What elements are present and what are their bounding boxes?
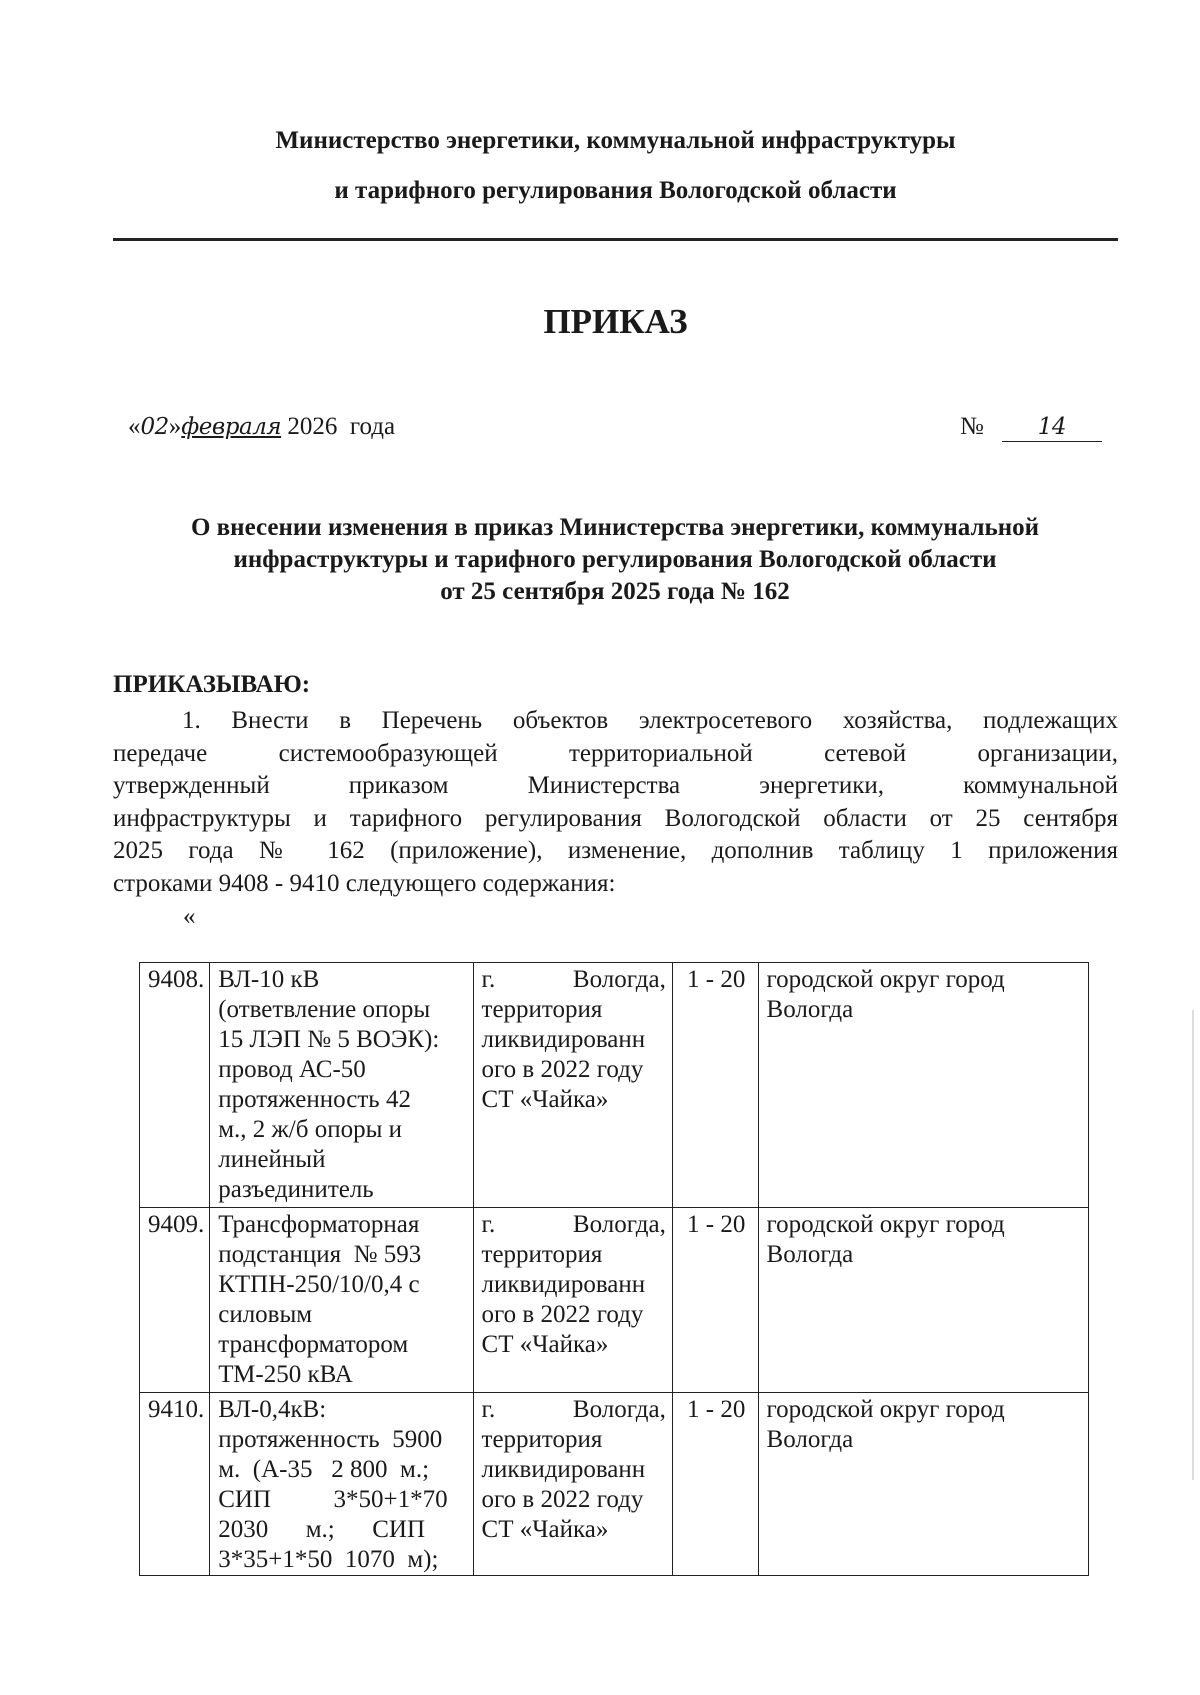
cell-line: разъединитель [218,1176,374,1203]
cell-line: городской округ город [766,1396,1005,1423]
subject-line2: инфраструктуры и тарифного регулирования Вологодской области [233,546,997,573]
cell-line: городской округ город [766,966,1005,993]
cell-line: Трансформаторная [218,1211,420,1238]
cell-line: СИП 3*50+1*70 [218,1486,448,1513]
cell-line: 2030 м.; СИП [218,1516,426,1543]
cell-line: г. Вологда, [481,1211,666,1238]
date-year: 2026 года [287,413,396,440]
row-number: 9409. [140,1208,210,1393]
number-label: № [960,413,984,440]
subject-line3: от 25 сентября 2025 года № 162 [440,578,790,605]
header-divider [113,238,1118,241]
order-paragraph-1 [113,705,1118,900]
number-value-handwritten: 14 [1037,414,1066,440]
municipality [758,1208,1088,1393]
cell-line: ликвидированн [481,1271,646,1298]
cell-line: м., 2 ж/б опоры и [218,1116,403,1143]
cell-line: 15 ЛЭП № 5 ВОЭК): [218,1026,440,1053]
table-row [140,1393,1089,1576]
row-number: 9410. [140,1393,210,1576]
cell-line: ого в 2022 году [481,1056,644,1083]
object-name-text [218,1395,466,1573]
cell-line: ликвидированн [481,1026,646,1053]
objects-table [139,962,1089,1576]
object-name [210,963,473,1208]
paragraph-line: передаче системообразующей территориальной сетевой организации, [113,739,1118,767]
date-day-handwritten: 02 [140,414,169,440]
paragraph-line: строками 9408 - 9410 следующего содержания: [113,869,616,897]
table-row [140,1208,1089,1393]
cell-line: протяженность 42 [218,1086,411,1113]
table-row [140,963,1089,1208]
cell-line: СТ «Чайка» [481,1086,609,1113]
cell-line: Вологда [766,996,854,1023]
date-month-handwritten: февраля [181,414,282,440]
cell-line: Вологда [766,1241,854,1268]
cell-line: территория [481,996,603,1023]
cell-line: г. Вологда, [481,966,666,993]
cell-line: г. Вологда, [481,1396,666,1423]
subject-line1: О внесении изменения в приказ Министерства энергетики, коммунальной [190,514,1040,541]
cell-line: ого в 2022 году [481,1486,644,1513]
ministry-name-line1: Министерство энергетики, коммунальной инфраструктуры [275,127,956,154]
document-title: ПРИКАЗ [543,302,688,341]
paragraph-line: 1. Внести в Перечень объектов электросетевого хозяйства, подлежащих [182,707,1118,734]
cell-line: ВЛ-10 кВ [218,966,320,993]
order-number [960,413,1102,442]
municipality [758,1393,1088,1576]
cell-line: 3*35+1*50 1070 м); [218,1546,439,1573]
cell-line: ТМ-250 кВА [218,1361,353,1388]
cell-line: ого в 2022 году [481,1301,644,1328]
object-name [210,1393,473,1576]
ministry-name-line2: и тарифного регулирования Вологодской области [334,177,897,204]
paragraph-line: утвержденный приказом Министерства энергетики, коммунальной [113,772,1118,799]
cell-line: провод АС-50 [218,1056,366,1083]
cell-line: КТПН-250/10/0,4 с [218,1271,420,1298]
cell-line: линейный [218,1146,326,1173]
row-number: 9408. [140,963,210,1208]
cell-line: городской округ город [766,1211,1005,1238]
cell-line: территория [481,1241,603,1268]
cell-line: ВЛ-0,4кВ: [218,1396,327,1423]
order-date [128,413,395,441]
object-address [473,963,672,1208]
date-close-quote: » [168,413,182,440]
cell-line: (ответвление опоры [218,996,431,1023]
cell-line: Вологда [766,1426,854,1453]
quote-open-mark: « [183,903,196,930]
paragraph-line: 2025 года № 162 (приложение), изменение, дополнив таблицу 1 приложения [113,837,1118,864]
object-address [473,1208,672,1393]
cell-line: м. (А-35 2 800 м.; [218,1456,430,1483]
date-open-quote: « [128,413,141,440]
order-heading: ПРИКАЗЫВАЮ: [113,671,311,698]
cell-line: трансформатором [218,1331,409,1358]
cell-line: территория [481,1426,603,1453]
scan-edge-mark [1192,1010,1194,1480]
cell-line: подстанция № 593 [218,1241,422,1268]
cell-line: СТ «Чайка» [481,1516,609,1543]
object-name [210,1208,473,1393]
paragraph-line: инфраструктуры и тарифного регулирования Вологодской области от 25 сентября [113,804,1118,832]
object-address [473,1393,672,1576]
order-subject [120,512,1110,608]
transfer-years: 1 - 20 [672,1208,758,1393]
transfer-years: 1 - 20 [672,963,758,1208]
cell-line: протяженность 5900 [218,1426,443,1453]
municipality [758,963,1088,1208]
cell-line: СТ «Чайка» [481,1331,609,1358]
cell-line: силовым [218,1301,313,1328]
cell-line: ликвидированн [481,1456,646,1483]
transfer-years: 1 - 20 [672,1393,758,1576]
